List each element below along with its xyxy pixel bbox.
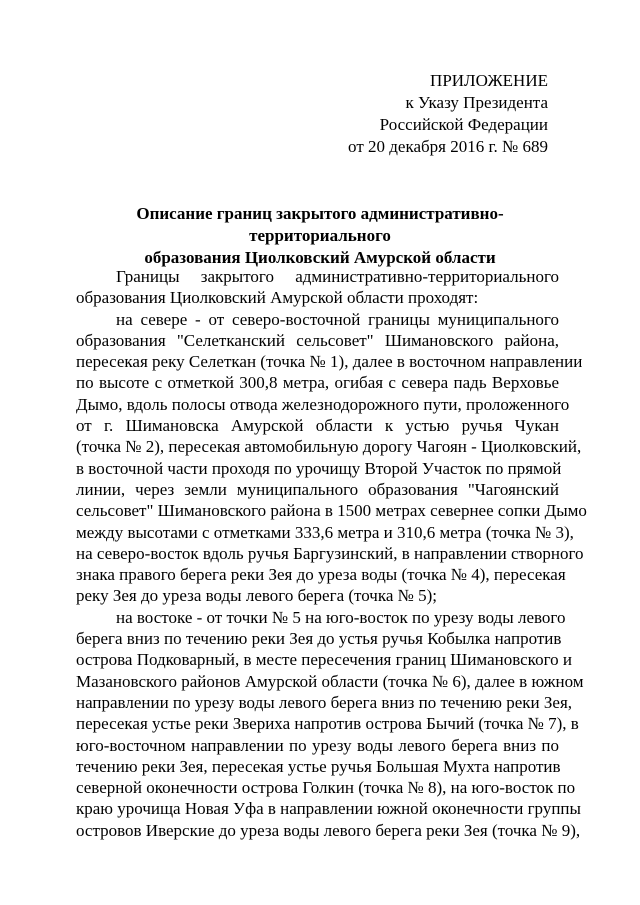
appendix-date-number: от 20 декабря 2016 г. № 689 <box>348 137 548 156</box>
document-title-line: образования Циолковский Амурской области <box>144 248 496 267</box>
text-line: пересекая устье реки Звериха напротив острова Бычий (точка № 7), в <box>76 714 579 734</box>
text-line: на востоке - от точки № 5 на юго-восток по урезу воды левого <box>116 607 566 627</box>
text-line: островов Иверские до уреза воды левого берега реки Зея (точка № 9), <box>76 820 581 840</box>
text-line: (точка № 2), пересекая автомобильную дорогу Чагоян - Циолковский, <box>76 437 582 457</box>
text-line: на севере - от северо-восточной границы муниципального <box>116 309 559 329</box>
paragraph-north <box>76 309 587 607</box>
appendix-reference: к Указу Президента <box>405 93 548 112</box>
text-line: линии, через земли муниципального образования "Чагоянский <box>76 479 559 499</box>
text-line: по высоте с отметкой 300,8 метра, огибая с севера падь Верховье <box>76 373 559 393</box>
text-line: острова Подковарный, в месте пересечения границ Шимановского и <box>76 650 572 670</box>
text-line: Мазановского районов Амурской области (точка № 6), далее в южном <box>76 671 584 691</box>
text-line: образования Циолковский Амурской области проходят: <box>76 288 479 308</box>
text-line: направлении по урезу воды левого берега вниз по течению реки Зея, <box>76 692 573 712</box>
text-line: между высотами с отметками 333,6 метра и 310,6 метра (точка № 3), <box>76 522 574 542</box>
text-line: Границы закрытого административно-территориального <box>116 267 559 286</box>
text-line: в восточной части проходя по урочищу Второй Участок по прямой <box>76 458 562 478</box>
appendix-header <box>340 70 548 158</box>
text-line: течению реки Зея, пересекая устье ручья Большая Мухта напротив <box>76 756 561 776</box>
text-line: краю урочища Новая Уфа в направлении южной оконечности группы <box>76 799 581 819</box>
text-line: сельсовет" Шимановского района в 1500 метрах севернее сопки Дымо <box>76 501 587 521</box>
appendix-issuer: Российской Федерации <box>379 115 548 134</box>
text-line: образования "Селетканский сельсовет" Шимановского района, <box>76 330 559 350</box>
paragraph-intro <box>76 266 559 309</box>
text-line: Дымо, вдоль полосы отвода железнодорожного пути, проложенного <box>76 394 570 414</box>
text-line: знака правого берега реки Зея до уреза воды (точка № 4), пересекая <box>76 565 566 585</box>
text-line: берега вниз по течению реки Зея до устья ручья Кобылка напротив <box>76 629 562 649</box>
document-title <box>70 203 570 269</box>
text-line: на северо-восток вдоль ручья Баргузинский, в направлении створного <box>76 543 584 563</box>
document-title-line: Описание границ закрытого административно-территориального <box>136 204 504 245</box>
text-line: от г. Шимановска Амурской области к устью ручья Чукан <box>76 416 559 436</box>
appendix-title: ПРИЛОЖЕНИЕ <box>430 71 548 90</box>
text-line: юго-восточном направлении по урезу воды левого берега вниз по <box>76 735 559 755</box>
document-body <box>76 266 587 841</box>
paragraph-east <box>76 607 584 841</box>
text-line: северной оконечности острова Голкин (точка № 8), на юго-восток по <box>76 778 576 798</box>
text-line: пересекая реку Селеткан (точка № 1), далее в восточном направлении <box>76 352 583 372</box>
text-line: реку Зея до уреза воды левого берега (точка № 5); <box>76 586 438 606</box>
